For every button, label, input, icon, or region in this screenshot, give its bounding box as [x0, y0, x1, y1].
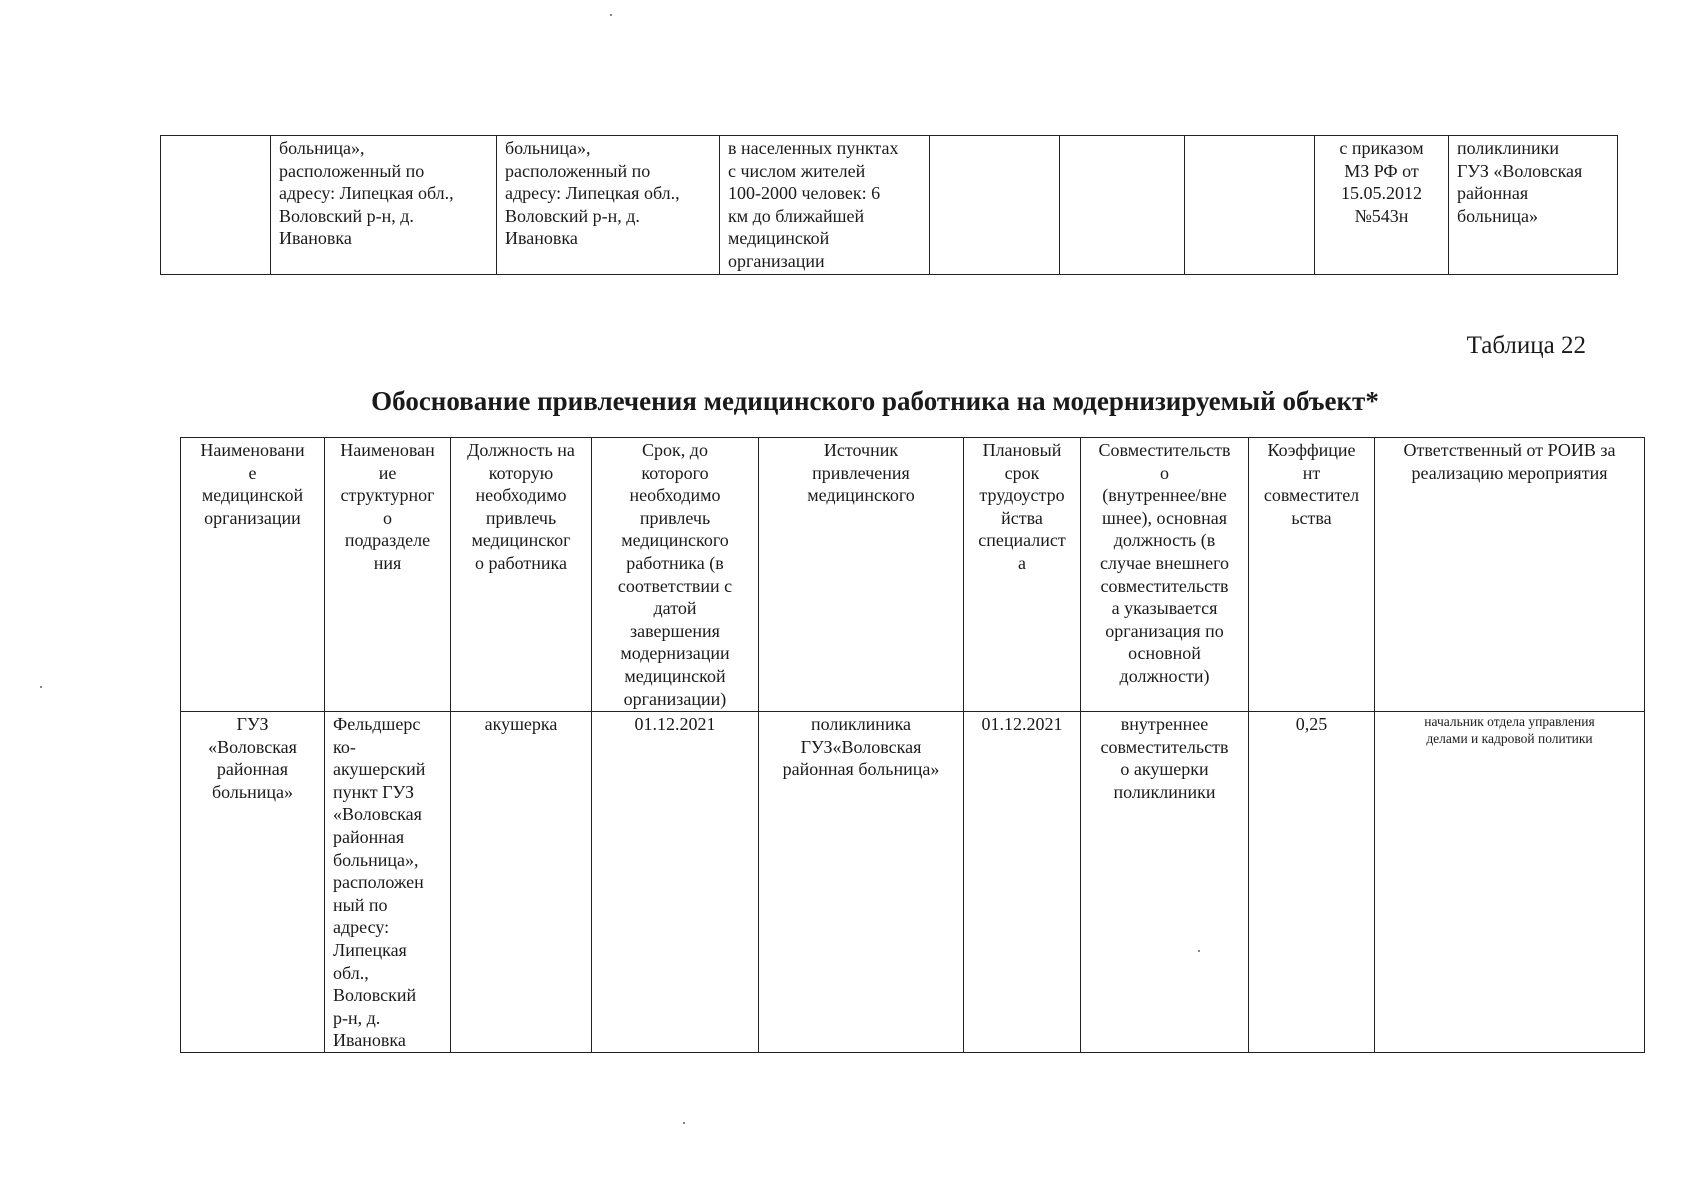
table-cell: Фельдшерс ко- акушерский пункт ГУЗ «Воловская районная больница», расположен ный по адресу: Липецкая обл., Воловский р-н, д. Ивановка — [325, 712, 451, 1053]
table-cell: 0,25 — [1249, 712, 1375, 1053]
table-number-label: Таблица 22 — [1466, 332, 1586, 359]
table-cell — [161, 136, 271, 275]
column-header: Наименовани е медицинской организации — [181, 438, 325, 712]
column-header: Источник привлечения медицинского — [759, 438, 964, 712]
scan-speck — [683, 1122, 685, 1124]
column-header: Совместительств о (внутреннее/вне шнее), основная должность (в случае внешнего совместительств а указывается организация по основной должности) — [1081, 438, 1249, 712]
column-header: Должность на которую необходимо привлечь медицинског о работника — [451, 438, 592, 712]
table-cell: поликлиники ГУЗ «Воловская районная больница» — [1449, 136, 1618, 275]
table-cell: больница», расположенный по адресу: Липецкая обл., Воловский р-н, д. Ивановка — [271, 136, 497, 275]
scan-speck — [40, 686, 42, 688]
column-header: Срок, до которого необходимо привлечь медицинского работника (в соответствии с датой завершения модернизации медицинской организации) — [592, 438, 759, 712]
table-cell: 01.12.2021 — [592, 712, 759, 1053]
table-cell: поликлиника ГУЗ«Воловская районная больница» — [759, 712, 964, 1053]
page-title: Обоснование привлечения медицинского работника на модернизируемый объект* — [371, 386, 1379, 416]
table-cell: начальник отдела управления делами и кадровой политики — [1375, 712, 1645, 1053]
table-row — [181, 712, 1645, 1053]
column-header: Наименован ие структурног о подразделе ния — [325, 438, 451, 712]
column-header: Коэффицие нт совместител ьства — [1249, 438, 1375, 712]
table-row — [161, 136, 1618, 275]
column-header: Плановый срок трудоустро йства специалист а — [964, 438, 1081, 712]
table-cell: 01.12.2021 — [964, 712, 1081, 1053]
scan-speck — [610, 14, 612, 16]
table-cell: больница», расположенный по адресу: Липецкая обл., Воловский р-н, д. Ивановка — [497, 136, 720, 275]
table-header-row — [181, 438, 1645, 712]
table-cell — [1060, 136, 1185, 275]
table-cell: в населенных пунктах с числом жителей 100-2000 человек: 6 км до ближайшей медицинской организации — [720, 136, 930, 275]
table-cell: акушерка — [451, 712, 592, 1053]
scan-speck — [1198, 950, 1200, 952]
column-header: Ответственный от РОИВ за реализацию мероприятия — [1375, 438, 1645, 712]
continuation-table — [160, 135, 1618, 275]
main-table — [180, 437, 1645, 1053]
table-cell — [1185, 136, 1315, 275]
table-cell: с приказом МЗ РФ от 15.05.2012 №543н — [1315, 136, 1449, 275]
table-cell: ГУЗ «Воловская районная больница» — [181, 712, 325, 1053]
table-cell: внутреннее совместительств о акушерки поликлиники — [1081, 712, 1249, 1053]
table-cell — [930, 136, 1060, 275]
